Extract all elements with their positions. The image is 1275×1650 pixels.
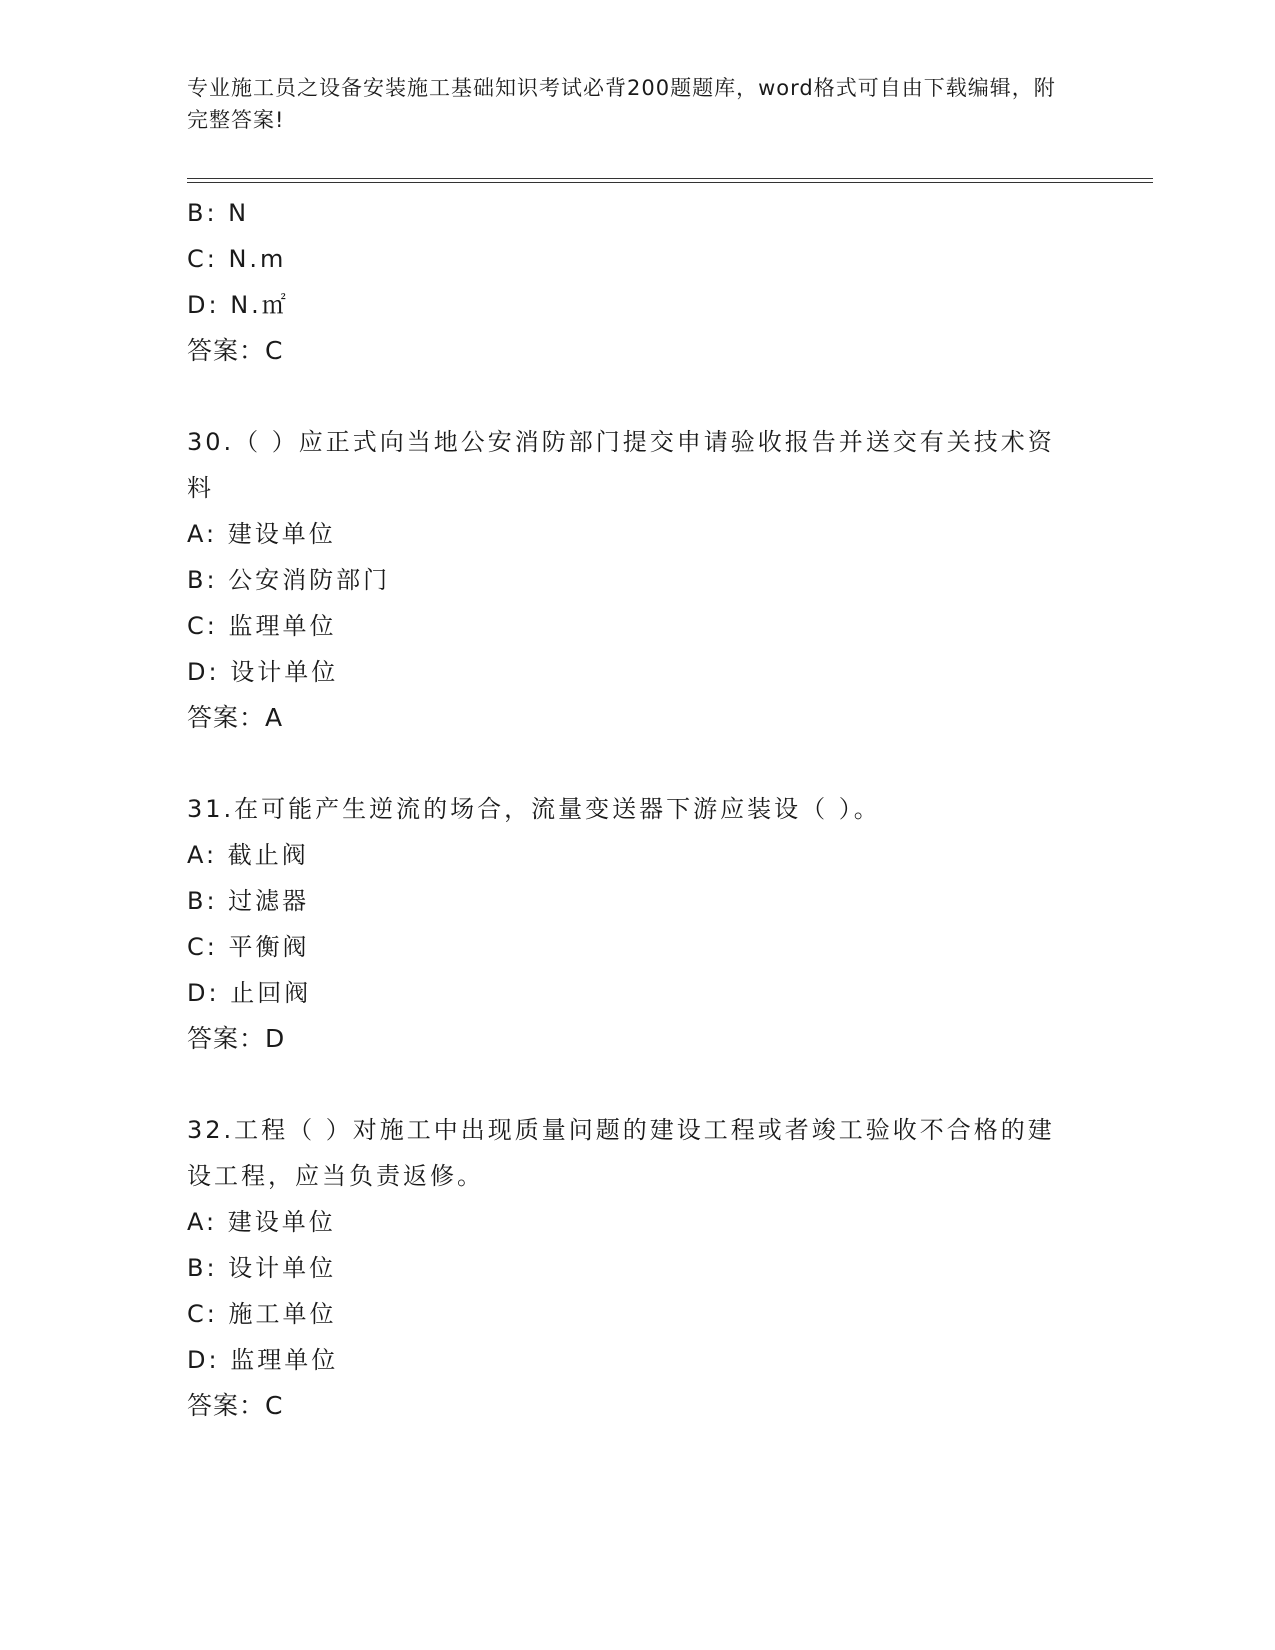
option-b: B: 设计单位 xyxy=(187,1254,337,1282)
question-stem: 32.工程（ ）对施工中出现质量问题的建设工程或者竣工验收不合格的建设工程，应当负责返修。 xyxy=(187,1116,1055,1190)
option-d: D: 监理单位 xyxy=(187,1346,339,1374)
question-30 xyxy=(187,419,1067,741)
option-b: B: N xyxy=(187,199,250,227)
option-c: C: N.m xyxy=(187,245,287,273)
question-stem: 30.（ ）应正式向当地公安消防部门提交申请验收报告并送交有关技术资料 xyxy=(187,428,1055,502)
answer-line: 答案：A xyxy=(187,703,284,732)
option-a: A: 建设单位 xyxy=(187,520,336,548)
question-list xyxy=(187,190,1067,1429)
answer-line: 答案：C xyxy=(187,336,284,365)
option-b: B: 过滤器 xyxy=(187,887,310,915)
question-partial xyxy=(187,190,1067,374)
option-d: D: 止回阀 xyxy=(187,979,312,1007)
option-b: B: 公安消防部门 xyxy=(187,566,391,594)
option-d: D: 设计单位 xyxy=(187,658,339,686)
header-divider-bottom xyxy=(187,182,1153,183)
option-d: D: N.㎡ xyxy=(187,291,289,319)
option-a: A: 截止阀 xyxy=(187,841,309,869)
option-c: C: 平衡阀 xyxy=(187,933,310,961)
question-31 xyxy=(187,786,1067,1062)
option-c: C: 监理单位 xyxy=(187,612,337,640)
question-32 xyxy=(187,1107,1067,1429)
document-header: 专业施工员之设备安装施工基础知识考试必背200题题库，word格式可自由下载编辑，附完整答案! xyxy=(187,76,1056,132)
option-a: A: 建设单位 xyxy=(187,1208,336,1236)
answer-line: 答案：C xyxy=(187,1391,284,1420)
header-divider-top xyxy=(187,178,1153,179)
option-c: C: 施工单位 xyxy=(187,1300,337,1328)
question-stem: 31.在可能产生逆流的场合，流量变送器下游应装设（ ）。 xyxy=(187,795,881,823)
answer-line: 答案：D xyxy=(187,1024,286,1053)
